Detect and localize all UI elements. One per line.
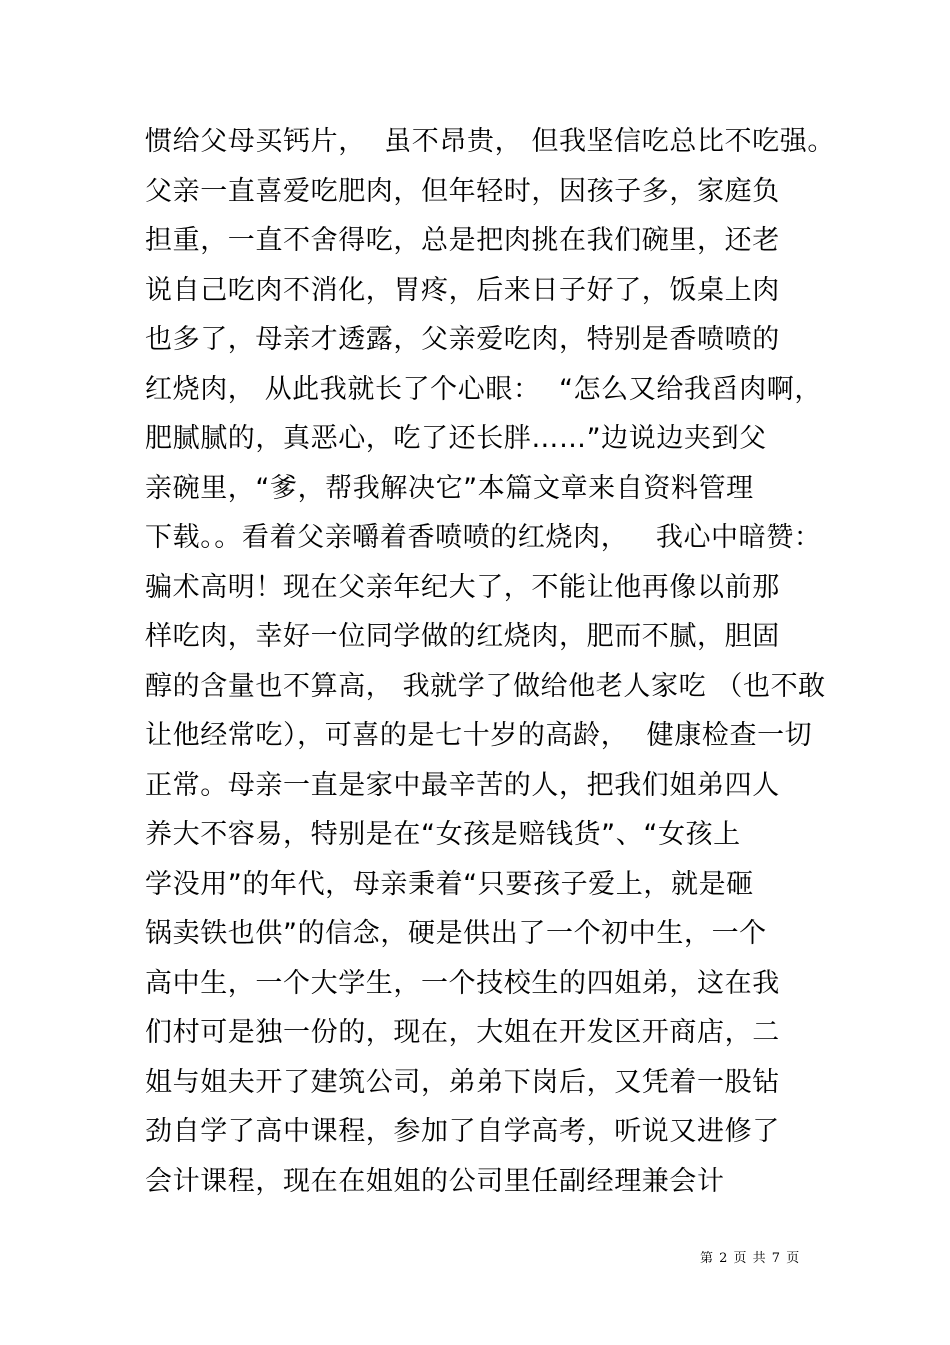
- text-line: 担重，一直不舍得吃，总是把肉挑在我们碗里，还老: [145, 225, 780, 256]
- text-line: 下载。。看着父亲嚼着香喷喷的红烧肉， 我心中暗赞：: [145, 522, 822, 553]
- text-line: 劲自学了高中课程，参加了自学高考，听说又进修了: [145, 1116, 780, 1147]
- page-number: 第 2 页 共 7 页: [700, 1251, 801, 1266]
- text-line: 也多了，母亲才透露，父亲爱吃肉，特别是香喷喷的: [145, 324, 780, 355]
- text-line: 样吃肉，幸好一位同学做的红烧肉，肥而不腻，胆固: [145, 621, 780, 652]
- text-line: 红烧肉， 从此我就长了个心眼： “怎么又给我舀肉啊，: [145, 373, 822, 405]
- text-line: 们村可是独一份的，现在，大姐在开发区开商店，二: [145, 1017, 780, 1048]
- body-text: [145, 117, 835, 1206]
- text-line: 正常。母亲一直是家中最辛苦的人，把我们姐弟四人: [145, 769, 780, 801]
- text-line: 肥腻腻的，真恶心，吃了还长胖……”边说边夹到父: [145, 423, 767, 454]
- text-line: 说自己吃肉不消化，胃疼，后来日子好了，饭桌上肉: [145, 274, 780, 306]
- text-line: 醇的含量也不算高， 我就学了做给他老人家吃 （也不敢: [145, 670, 826, 702]
- text-line: 亲碗里，“爹，帮我解决它”本篇文章来自资料管理: [145, 472, 754, 504]
- text-line: 父亲一直喜爱吃肥肉，但年轻时，因孩子多，家庭负: [145, 175, 780, 207]
- text-line: 骗术高明！现在父亲年纪大了，不能让他再像以前那: [145, 571, 780, 603]
- text-line: 让他经常吃），可喜的是七十岁的高龄， 健康检查一切: [145, 720, 813, 751]
- text-line: 养大不容易，特别是在“女孩是赔钱货”、“女孩上: [145, 819, 741, 850]
- text-line: 高中生，一个大学生，一个技校生的四姐弟，这在我: [145, 967, 780, 999]
- text-line: 姐与姐夫开了建筑公司，弟弟下岗后，又凭着一股钻: [145, 1066, 780, 1098]
- text-line: 锅卖铁也供”的信念，硬是供出了一个初中生，一个: [145, 918, 767, 949]
- text-line: 学没用”的年代，母亲秉着“只要孩子爱上，就是砸: [145, 868, 754, 900]
- text-line: 惯给父母买钙片， 虽不昂贵， 但我坚信吃总比不吃强。: [145, 126, 835, 157]
- text-line: 会计课程，现在在姐姐的公司里任副经理兼会计: [145, 1165, 725, 1197]
